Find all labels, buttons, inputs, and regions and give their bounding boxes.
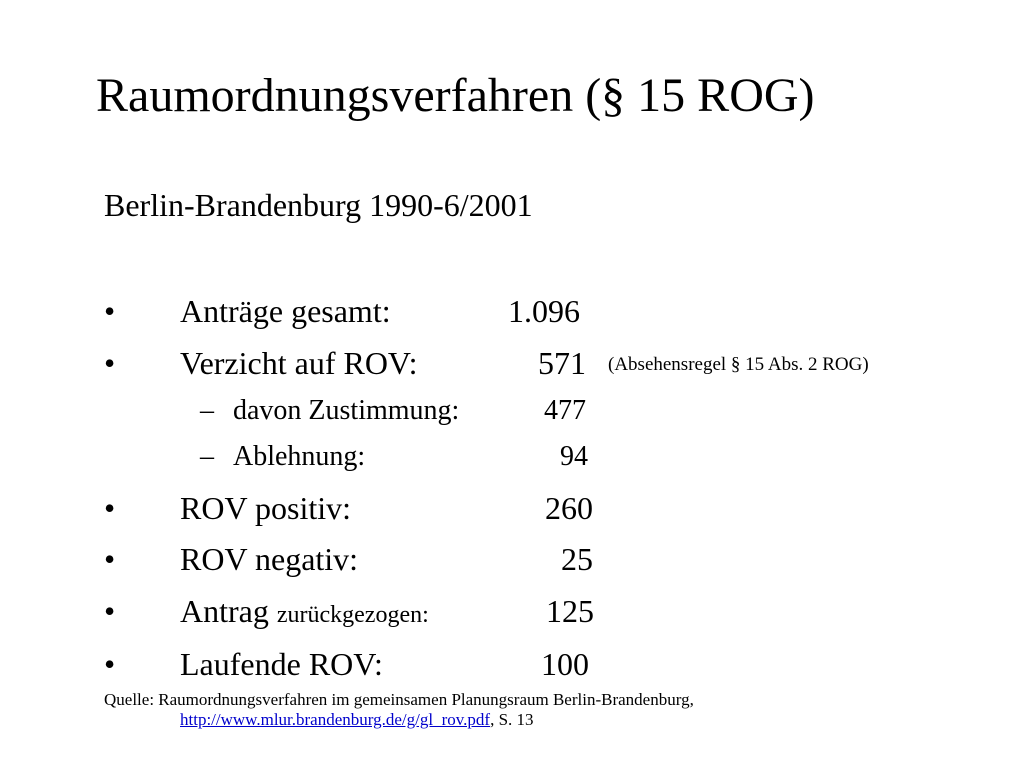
slide-title: Raumordnungsverfahren (§ 15 ROG) (96, 69, 815, 122)
bullet-marker: • (104, 593, 116, 629)
bullet-marker: • (104, 345, 116, 381)
list-item-note: (Absehensregel § 15 Abs. 2 ROG) (608, 354, 869, 375)
sub-list-item-ablehnung (0, 440, 1024, 474)
bullet-marker: • (104, 293, 116, 329)
source-suffix: , S. 13 (490, 710, 534, 729)
source-line-2 (104, 710, 984, 730)
list-item-value: 25 (561, 541, 593, 577)
list-item-label: Verzicht auf ROV: (180, 345, 418, 381)
sub-list-item-label: davon Zustimmung: (233, 395, 460, 426)
list-item-label (180, 591, 429, 635)
list-item-value: 100 (541, 646, 589, 682)
list-item-label: Anträge gesamt: (180, 293, 391, 329)
bullet-marker: • (104, 541, 116, 577)
list-item-value: 571 (538, 345, 586, 381)
source-link[interactable]: http://www.mlur.brandenburg.de/g/gl_rov.pdf (180, 710, 491, 729)
list-item-label-main: Antrag (180, 593, 269, 629)
bullet-marker: • (104, 490, 116, 526)
list-item-label-small: zurückgezogen: (276, 602, 429, 628)
list-item-verzicht-auf-rov (0, 343, 1024, 383)
sub-list-item-zustimmung (0, 394, 1024, 428)
list-item-antrag-zurueckgezogen (0, 591, 1024, 631)
list-item-value: 1.096 (508, 293, 580, 329)
list-item-value: 260 (545, 490, 593, 526)
list-item-label: ROV negativ: (180, 541, 359, 577)
list-item-laufende-rov (0, 644, 1024, 684)
list-item-label: Laufende ROV: (180, 646, 383, 682)
source-prefix: Quelle: Raumordnungsverfahren im gemeinsamen Planungsraum Berlin-Brandenburg, (104, 690, 694, 709)
sub-list-item-value: 477 (544, 395, 586, 426)
sub-list-item-label: Ablehnung: (233, 441, 366, 472)
bullet-marker: • (104, 646, 116, 682)
list-item-label: ROV positiv: (180, 490, 351, 526)
slide-subtitle: Berlin-Brandenburg 1990-6/2001 (104, 187, 533, 223)
list-item-value: 125 (546, 593, 594, 629)
source-citation (104, 690, 984, 730)
list-item-rov-positiv (0, 488, 1024, 528)
list-item-antraege-gesamt (0, 291, 1024, 331)
dash-marker: – (200, 441, 214, 472)
sub-list-item-value: 94 (560, 441, 588, 472)
list-item-rov-negativ (0, 539, 1024, 579)
dash-marker: – (200, 395, 214, 426)
